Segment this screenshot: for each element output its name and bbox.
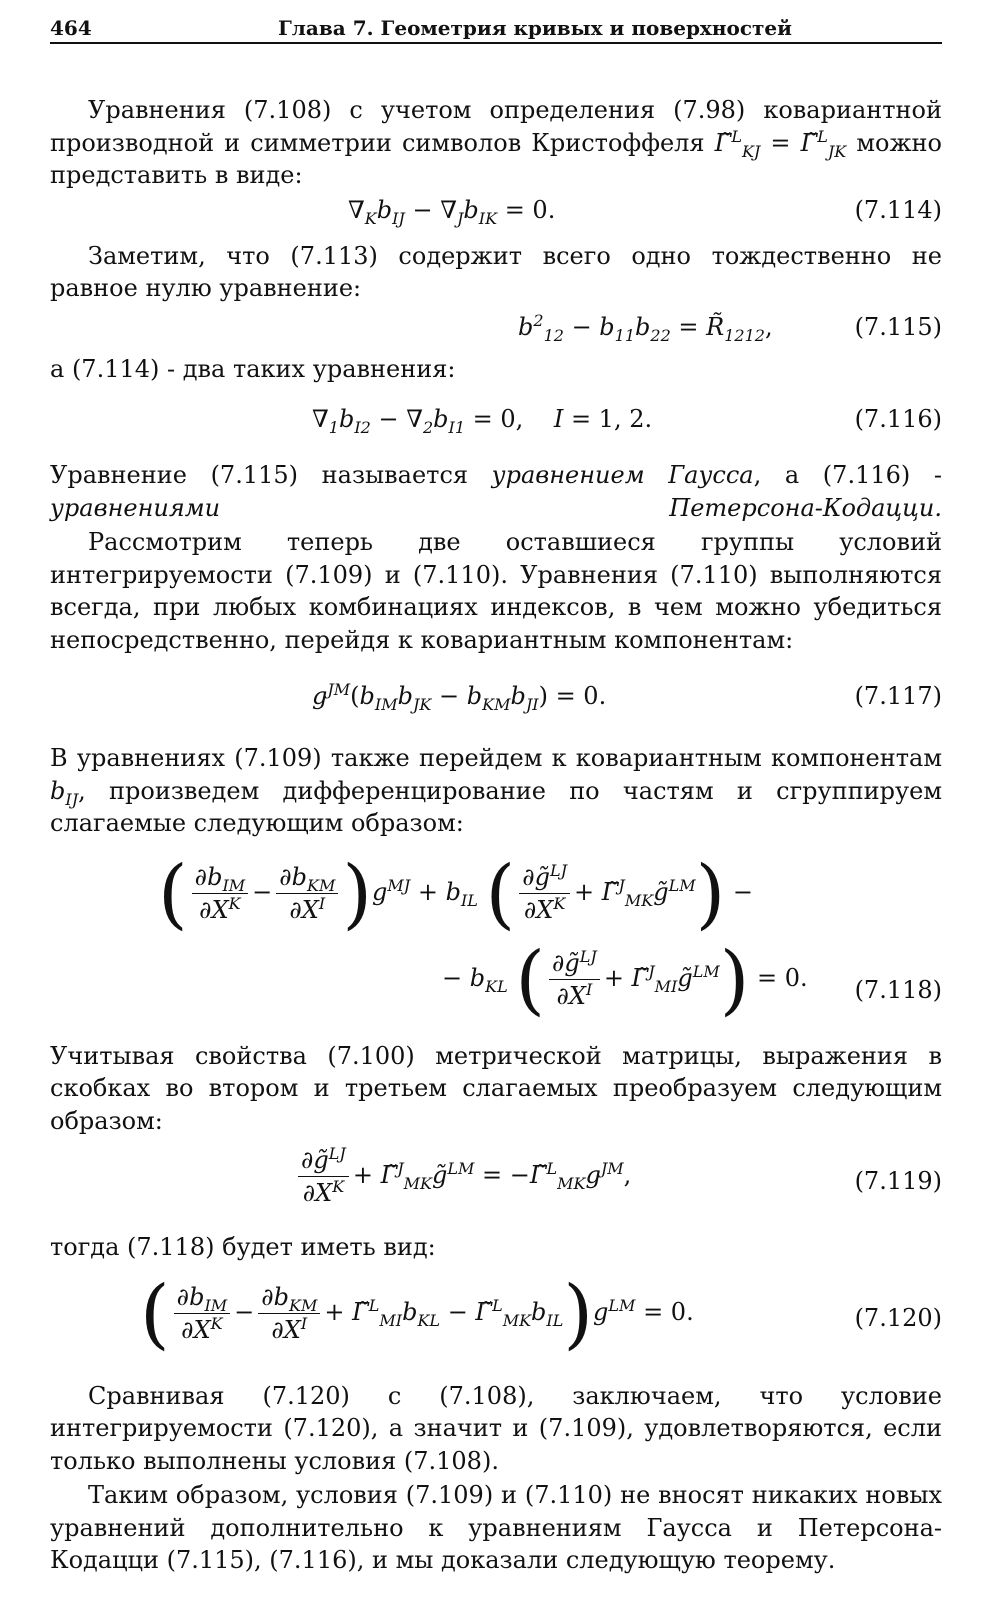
paragraph-4: Уравнение (7.115) называется уравнением Гаусса, а (7.116) - уравнениями Петерсона-Кодацци. bbox=[50, 461, 942, 522]
equation-number: (7.115) bbox=[854, 312, 942, 341]
paragraph-8: тогда (7.118) будет иметь вид: bbox=[50, 1233, 436, 1261]
equation-number: (7.120) bbox=[854, 1303, 942, 1332]
page-number: 464 bbox=[50, 16, 92, 40]
equation-7-120: ( $\frac{\partial b_{IM}}{\partial X^K}$ − $\frac{\partial b_{KM}}{\partial X^I}$ + $\Gammã^L_{MI}b_{KL}$ − $\Gammã^L_{MK}b_{IL})g^{LM} = 0$. (7.120) bbox=[140, 1268, 942, 1357]
equation-7-119: $\frac{\partial g̃^{LJ}}{\partial X^K}$ + Γ̃$^J_{MK}$g̃$^{LM}$ = $-\Gammã^L_{MK}g^{JM}$, (7.119) bbox=[50, 1137, 942, 1225]
chapter-title: Глава 7. Геометрия кривых и поверхностей bbox=[278, 16, 792, 40]
paragraph-9: Сравнивая (7.120) с (7.108), заключаем, что условие интегрируемости (7.120), а значит и (7.109), удовлетворяются, если только выполнены условия (7.108). bbox=[50, 1381, 942, 1475]
paragraph-1: Уравнения (7.108) с учетом определения (7.98) ковариантной производной и симметрии символов Кристоффеля Γ̃$^L_{KJ}$ = Γ̃$^L_{JK}$ можно представить в виде: bbox=[50, 96, 942, 189]
equation-7-116: $\nabla_1b_{I2} - \nabla_2b_{I1} = 0$, I = 1, 2. (7.116) bbox=[312, 405, 942, 437]
equation-number: (7.116) bbox=[854, 405, 942, 433]
running-header bbox=[50, 14, 942, 44]
paragraph-10: Таким образом, условия (7.109) и (7.110) не вносят никаких новых уравнений дополнительно к уравнениям Гаусса и Петерсона-Кодацци (7.115), (7.116), и мы доказали следующую теорему. bbox=[50, 1481, 942, 1574]
equation-7-115: $b^2_{12} - b_{11}b_{22}$ = $R̃_{1212}$, (7.115) bbox=[518, 310, 942, 345]
paragraph-5: Рассмотрим теперь две оставшиеся группы условий интегрируемости (7.109) и (7.110). Уравнения (7.110) выполняются всегда, при любых комбинациях индексов, в чем можно убедиться непосредственно, перейдя к ковариантным компонентам: bbox=[50, 528, 942, 654]
equation-7-117: $g^{JM}(b_{IM}b_{JK} - b_{KM}b_{JI}) = 0$. (7.117) bbox=[312, 680, 942, 714]
equation-number: (7.114) bbox=[854, 195, 942, 224]
paragraph-2: Заметим, что (7.113) содержит всего одно тождественно не равное нулю уравнение: bbox=[50, 241, 942, 302]
equation-number: (7.117) bbox=[854, 682, 942, 710]
equation-7-114: $\nabla_Kb_{IJ} - \nabla_Jb_{IK} = 0$. (7.114) bbox=[348, 195, 942, 228]
equation-number: (7.118) bbox=[854, 975, 942, 1004]
equation-number: (7.119) bbox=[854, 1167, 942, 1195]
paragraph-6: В уравнениях (7.109) также перейдем к ковариантным компонентам $b_{IJ}$, произведем дифференцирование по частям и сгруппируем слагаемые следующим образом: bbox=[50, 744, 942, 837]
paragraph-7: Учитывая свойства (7.100) метрической матрицы, выражения в скобках во втором и третьем слагаемых преобразуем следующим образом: bbox=[50, 1041, 942, 1135]
paragraph-3: а (7.114) - два таких уравнения: bbox=[50, 354, 456, 383]
page bbox=[50, 14, 942, 1577]
equation-7-118: ( $\frac{\partial b_{IM}}{\partial X^K}$ − $\frac{\partial b_{KM}}{\partial X^I}$ )$g^{MJ} + b_{IL}$ ( $\frac{\partial g̃^{LJ}}{\partial X^K}$ + Γ̃$^J_{MK}$g̃$^{LM}$) − − $b_{KL}$ ( $\frac{\partial g̃^{LJ}}{\partial X^I}$ + Γ̃$^J_{MI}$g̃$^{LM}$) = 0. (7.118) bbox=[158, 848, 942, 1023]
